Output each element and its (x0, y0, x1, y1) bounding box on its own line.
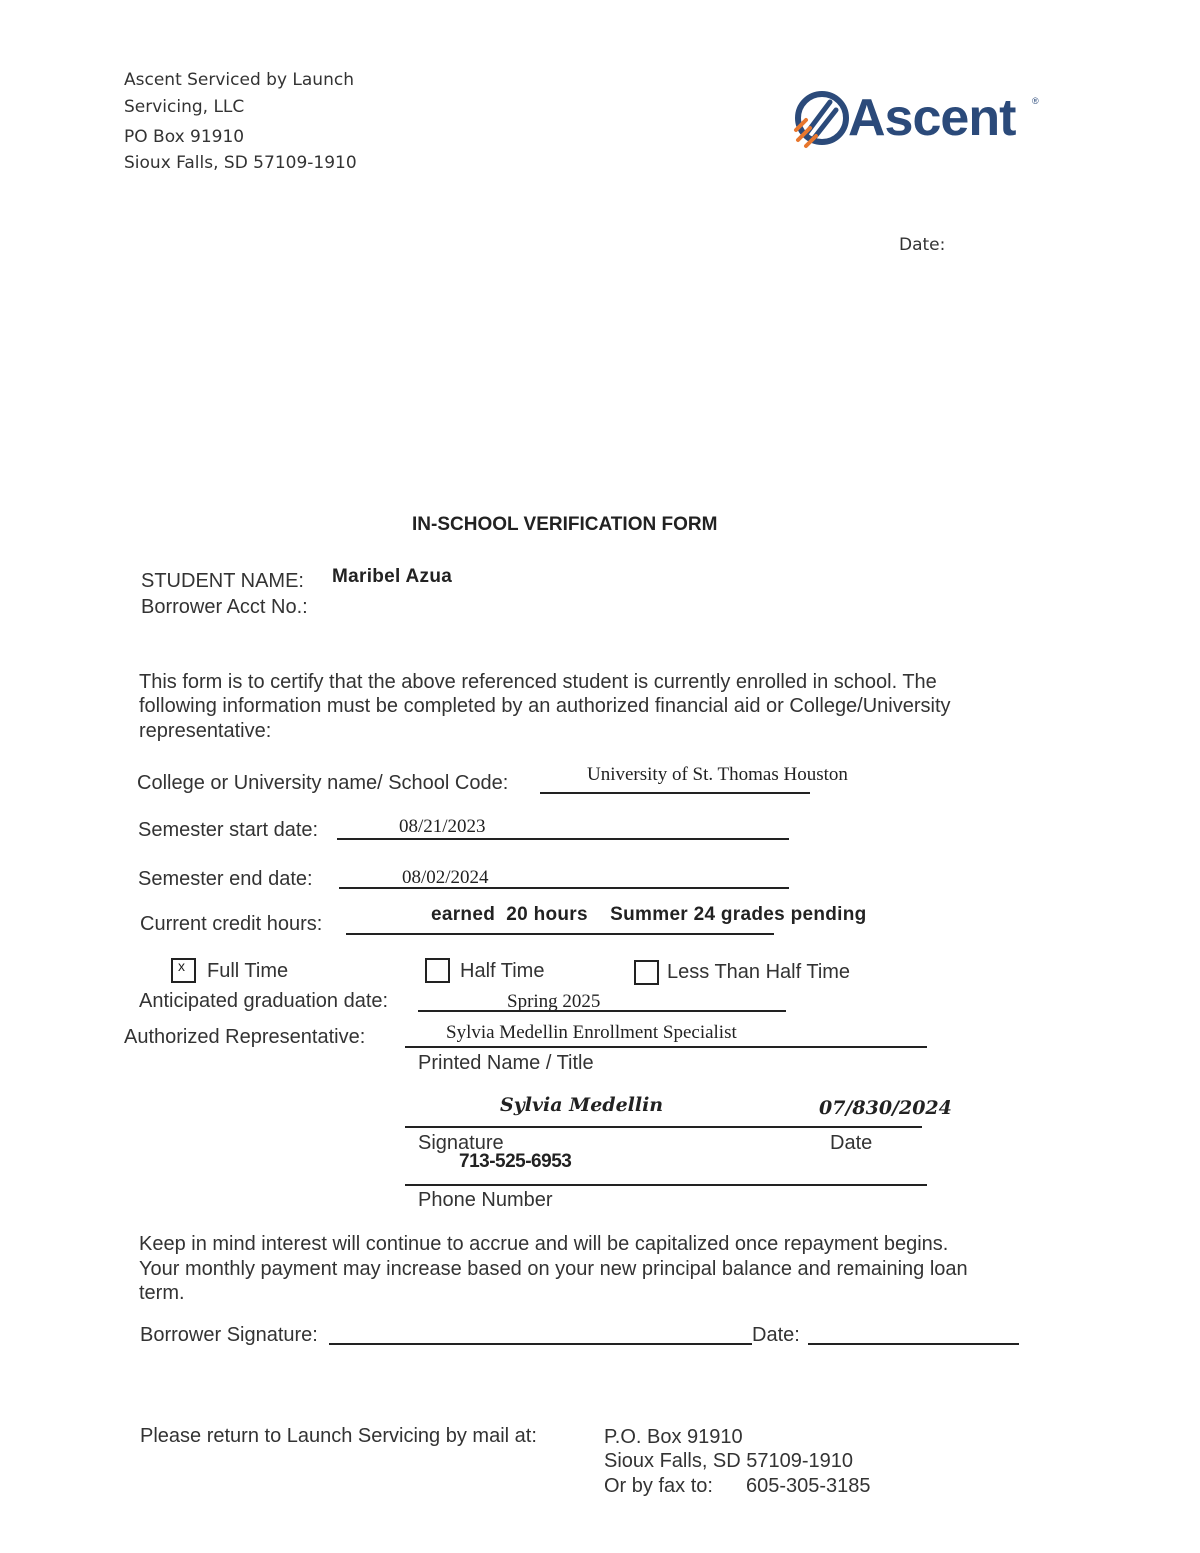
credit-hours-underline (346, 933, 774, 935)
return-fax-label: Or by fax to: (604, 1475, 713, 1497)
notice-line-3: term. (139, 1282, 185, 1304)
authorized-rep-label: Authorized Representative: (124, 1026, 366, 1048)
half-time-checkbox[interactable] (425, 958, 450, 983)
signature-date-caption: Date (830, 1132, 873, 1154)
form-title: IN-SCHOOL VERIFICATION FORM (412, 514, 718, 535)
sender-address-line-4: Sioux Falls, SD 57109-1910 (124, 153, 357, 173)
full-time-checkbox[interactable] (171, 958, 196, 983)
printed-name-title-caption: Printed Name / Title (418, 1052, 594, 1074)
less-than-half-time-checkbox[interactable] (634, 960, 659, 985)
borrower-signature-line[interactable] (329, 1343, 752, 1345)
ascent-logo (792, 88, 1047, 152)
credit-hours-value: earned 20 hours Summer 24 grades pending (431, 904, 867, 925)
less-than-half-time-label: Less Than Half Time (667, 961, 851, 983)
semester-start-value: 08/21/2023 (399, 816, 486, 837)
rep-name-title-underline (405, 1046, 927, 1048)
student-name-value: Maribel Azua (332, 566, 453, 587)
credit-hours-label: Current credit hours: (140, 913, 323, 935)
borrower-date-line[interactable] (808, 1343, 1019, 1345)
phone-value: 713-525-6953 (459, 1151, 572, 1172)
rep-signature-date-value: 07/830/2024 (819, 1097, 952, 1119)
notice-line-1: Keep in mind interest will continue to accrue and will be capitalized once repayment begins. (139, 1233, 949, 1255)
checkbox-x-mark-icon: x (178, 958, 185, 974)
registered-mark-icon: ® (1032, 96, 1039, 106)
half-time-label: Half Time (460, 960, 545, 982)
intro-line-3: representative: (139, 720, 272, 742)
phone-caption: Phone Number (418, 1189, 553, 1211)
sender-address-line-2: Servicing, LLC (124, 97, 245, 117)
return-fax-number: 605-305-3185 (746, 1475, 871, 1497)
return-info-label: Please return to Launch Servicing by mail at: (140, 1425, 537, 1447)
signature-underline (405, 1126, 922, 1128)
ascent-logo-mark-icon (792, 90, 852, 150)
semester-end-value: 08/02/2024 (402, 867, 489, 888)
intro-line-2: following information must be completed by an authorized financial aid or College/University (139, 695, 951, 717)
school-label: College or University name/ School Code: (137, 772, 509, 794)
borrower-signature-label: Borrower Signature: (140, 1324, 318, 1346)
semester-end-label: Semester end date: (138, 868, 313, 890)
notice-line-2: Your monthly payment may increase based on your new principal balance and remaining loan (139, 1258, 968, 1280)
full-time-label: Full Time (207, 960, 289, 982)
intro-line-1: This form is to certify that the above referenced student is currently enrolled in school. The (139, 671, 937, 693)
sender-address-line-1: Ascent Serviced by Launch (124, 70, 354, 90)
return-address-line-2: Sioux Falls, SD 57109-1910 (604, 1450, 854, 1472)
semester-end-underline (339, 887, 789, 889)
phone-underline (405, 1184, 927, 1186)
student-name-label: STUDENT NAME: (141, 570, 304, 592)
semester-start-underline (337, 838, 789, 840)
school-value: University of St. Thomas Houston (587, 764, 848, 785)
graduation-date-label: Anticipated graduation date: (139, 990, 389, 1012)
return-address-line-1: P.O. Box 91910 (604, 1426, 743, 1448)
rep-signature-value: Sylvia Medellin (500, 1094, 664, 1116)
borrower-date-label: Date: (752, 1324, 800, 1346)
ascent-logo-text: Ascent (848, 89, 1016, 147)
graduation-date-value: Spring 2025 (507, 991, 601, 1012)
header-date-label: Date: (899, 235, 946, 255)
semester-start-label: Semester start date: (138, 819, 319, 841)
rep-name-title-value: Sylvia Medellin Enrollment Specialist (446, 1022, 737, 1043)
borrower-acct-label: Borrower Acct No.: (141, 596, 308, 618)
sender-address-line-3: PO Box 91910 (124, 127, 245, 147)
signature-caption: Signature (418, 1132, 504, 1154)
graduation-date-underline (418, 1010, 786, 1012)
school-underline (540, 792, 810, 794)
